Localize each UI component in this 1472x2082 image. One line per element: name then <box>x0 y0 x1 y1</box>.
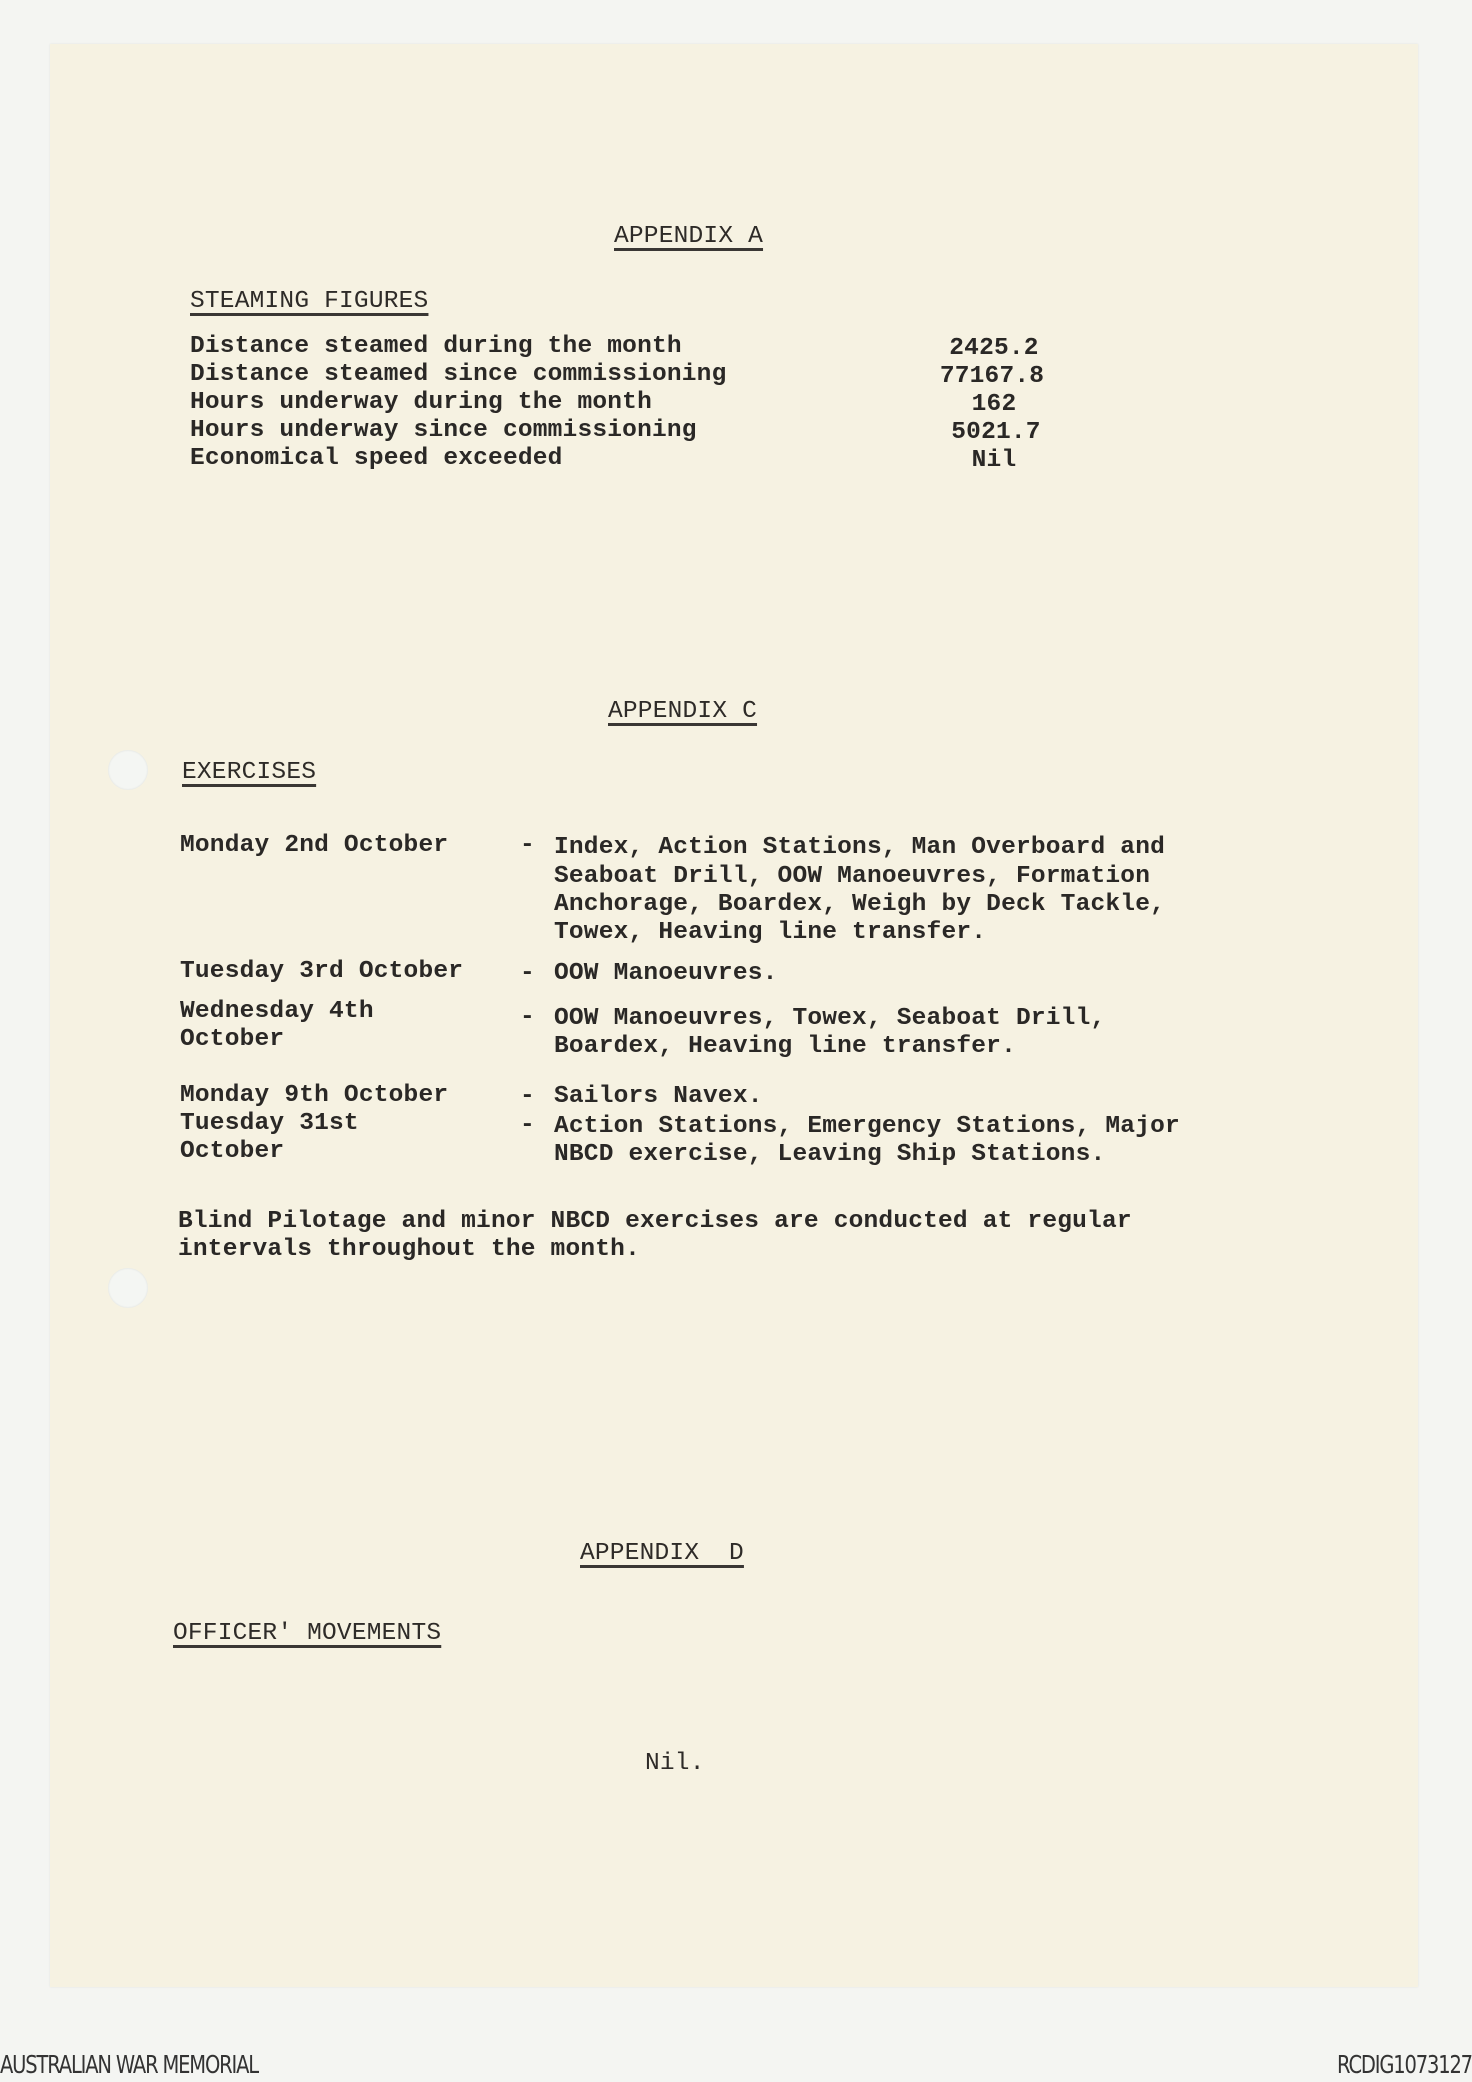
exercise-detail: Boardex, Heaving line transfer. <box>554 1033 1016 1060</box>
exercise-date: Tuesday 3rd October <box>180 958 464 985</box>
exercise-date: October <box>180 1138 285 1165</box>
appendix-d-title: APPENDIX D <box>580 1540 744 1567</box>
steaming-row-value: 2425.2 <box>949 335 1039 362</box>
exercise-note: Blind Pilotage and minor NBCD exercises are conducted at regular <box>178 1208 1132 1235</box>
punch-hole <box>108 750 148 790</box>
exercise-dash: - <box>520 960 535 987</box>
steaming-row-label: Distance steamed during the month <box>190 333 682 360</box>
steaming-row-value: 5021.7 <box>951 419 1041 446</box>
exercise-detail: OOW Manoeuvres, Towex, Seaboat Drill, <box>554 1005 1106 1032</box>
officer-movements-content: Nil. <box>645 1750 705 1777</box>
appendix-c-title: APPENDIX C <box>608 698 758 725</box>
steaming-figures-heading: STEAMING FIGURES <box>190 288 429 315</box>
exercise-detail: NBCD exercise, Leaving Ship Stations. <box>554 1141 1106 1168</box>
exercise-detail: Index, Action Stations, Man Overboard and <box>554 834 1165 861</box>
exercise-note: intervals throughout the month. <box>178 1236 640 1263</box>
exercise-dash: - <box>520 1004 535 1031</box>
steaming-row-value: 162 <box>971 391 1017 418</box>
exercise-detail: Action Stations, Emergency Stations, Major <box>554 1113 1180 1140</box>
exercise-dash: - <box>520 1112 535 1139</box>
exercise-date: Monday 9th October <box>180 1082 449 1109</box>
exercise-detail: Seaboat Drill, OOW Manoeuvres, Formation <box>554 863 1151 890</box>
punch-hole <box>108 1268 148 1308</box>
steaming-row-label: Hours underway since commissioning <box>190 417 697 444</box>
exercise-date: Tuesday 31st <box>180 1110 359 1137</box>
exercises-heading: EXERCISES <box>182 759 317 786</box>
exercise-dash: - <box>520 832 535 859</box>
steaming-row-value: Nil <box>971 447 1017 474</box>
exercise-date: October <box>180 1026 285 1053</box>
exercise-date: Monday 2nd October <box>180 832 449 859</box>
exercise-detail: Anchorage, Boardex, Weigh by Deck Tackle, <box>554 891 1165 918</box>
footer-reference-id: RCDIG1073127 <box>1337 2050 1472 2079</box>
exercise-date: Wednesday 4th <box>180 998 374 1025</box>
steaming-row-label: Economical speed exceeded <box>190 445 563 472</box>
steaming-row-label: Distance steamed since commissioning <box>190 361 727 388</box>
officer-movements-heading: OFFICER' MOVEMENTS <box>173 1620 442 1647</box>
steaming-row-value: 77167.8 <box>939 363 1045 390</box>
exercise-detail: Towex, Heaving line transfer. <box>554 919 987 946</box>
appendix-a-title: APPENDIX A <box>614 223 764 250</box>
exercise-dash: - <box>520 1083 535 1110</box>
exercise-detail: Sailors Navex. <box>554 1083 763 1110</box>
steaming-row-label: Hours underway during the month <box>190 389 652 416</box>
footer-source: AUSTRALIAN WAR MEMORIAL <box>0 2050 258 2079</box>
exercise-detail: OOW Manoeuvres. <box>554 960 778 987</box>
